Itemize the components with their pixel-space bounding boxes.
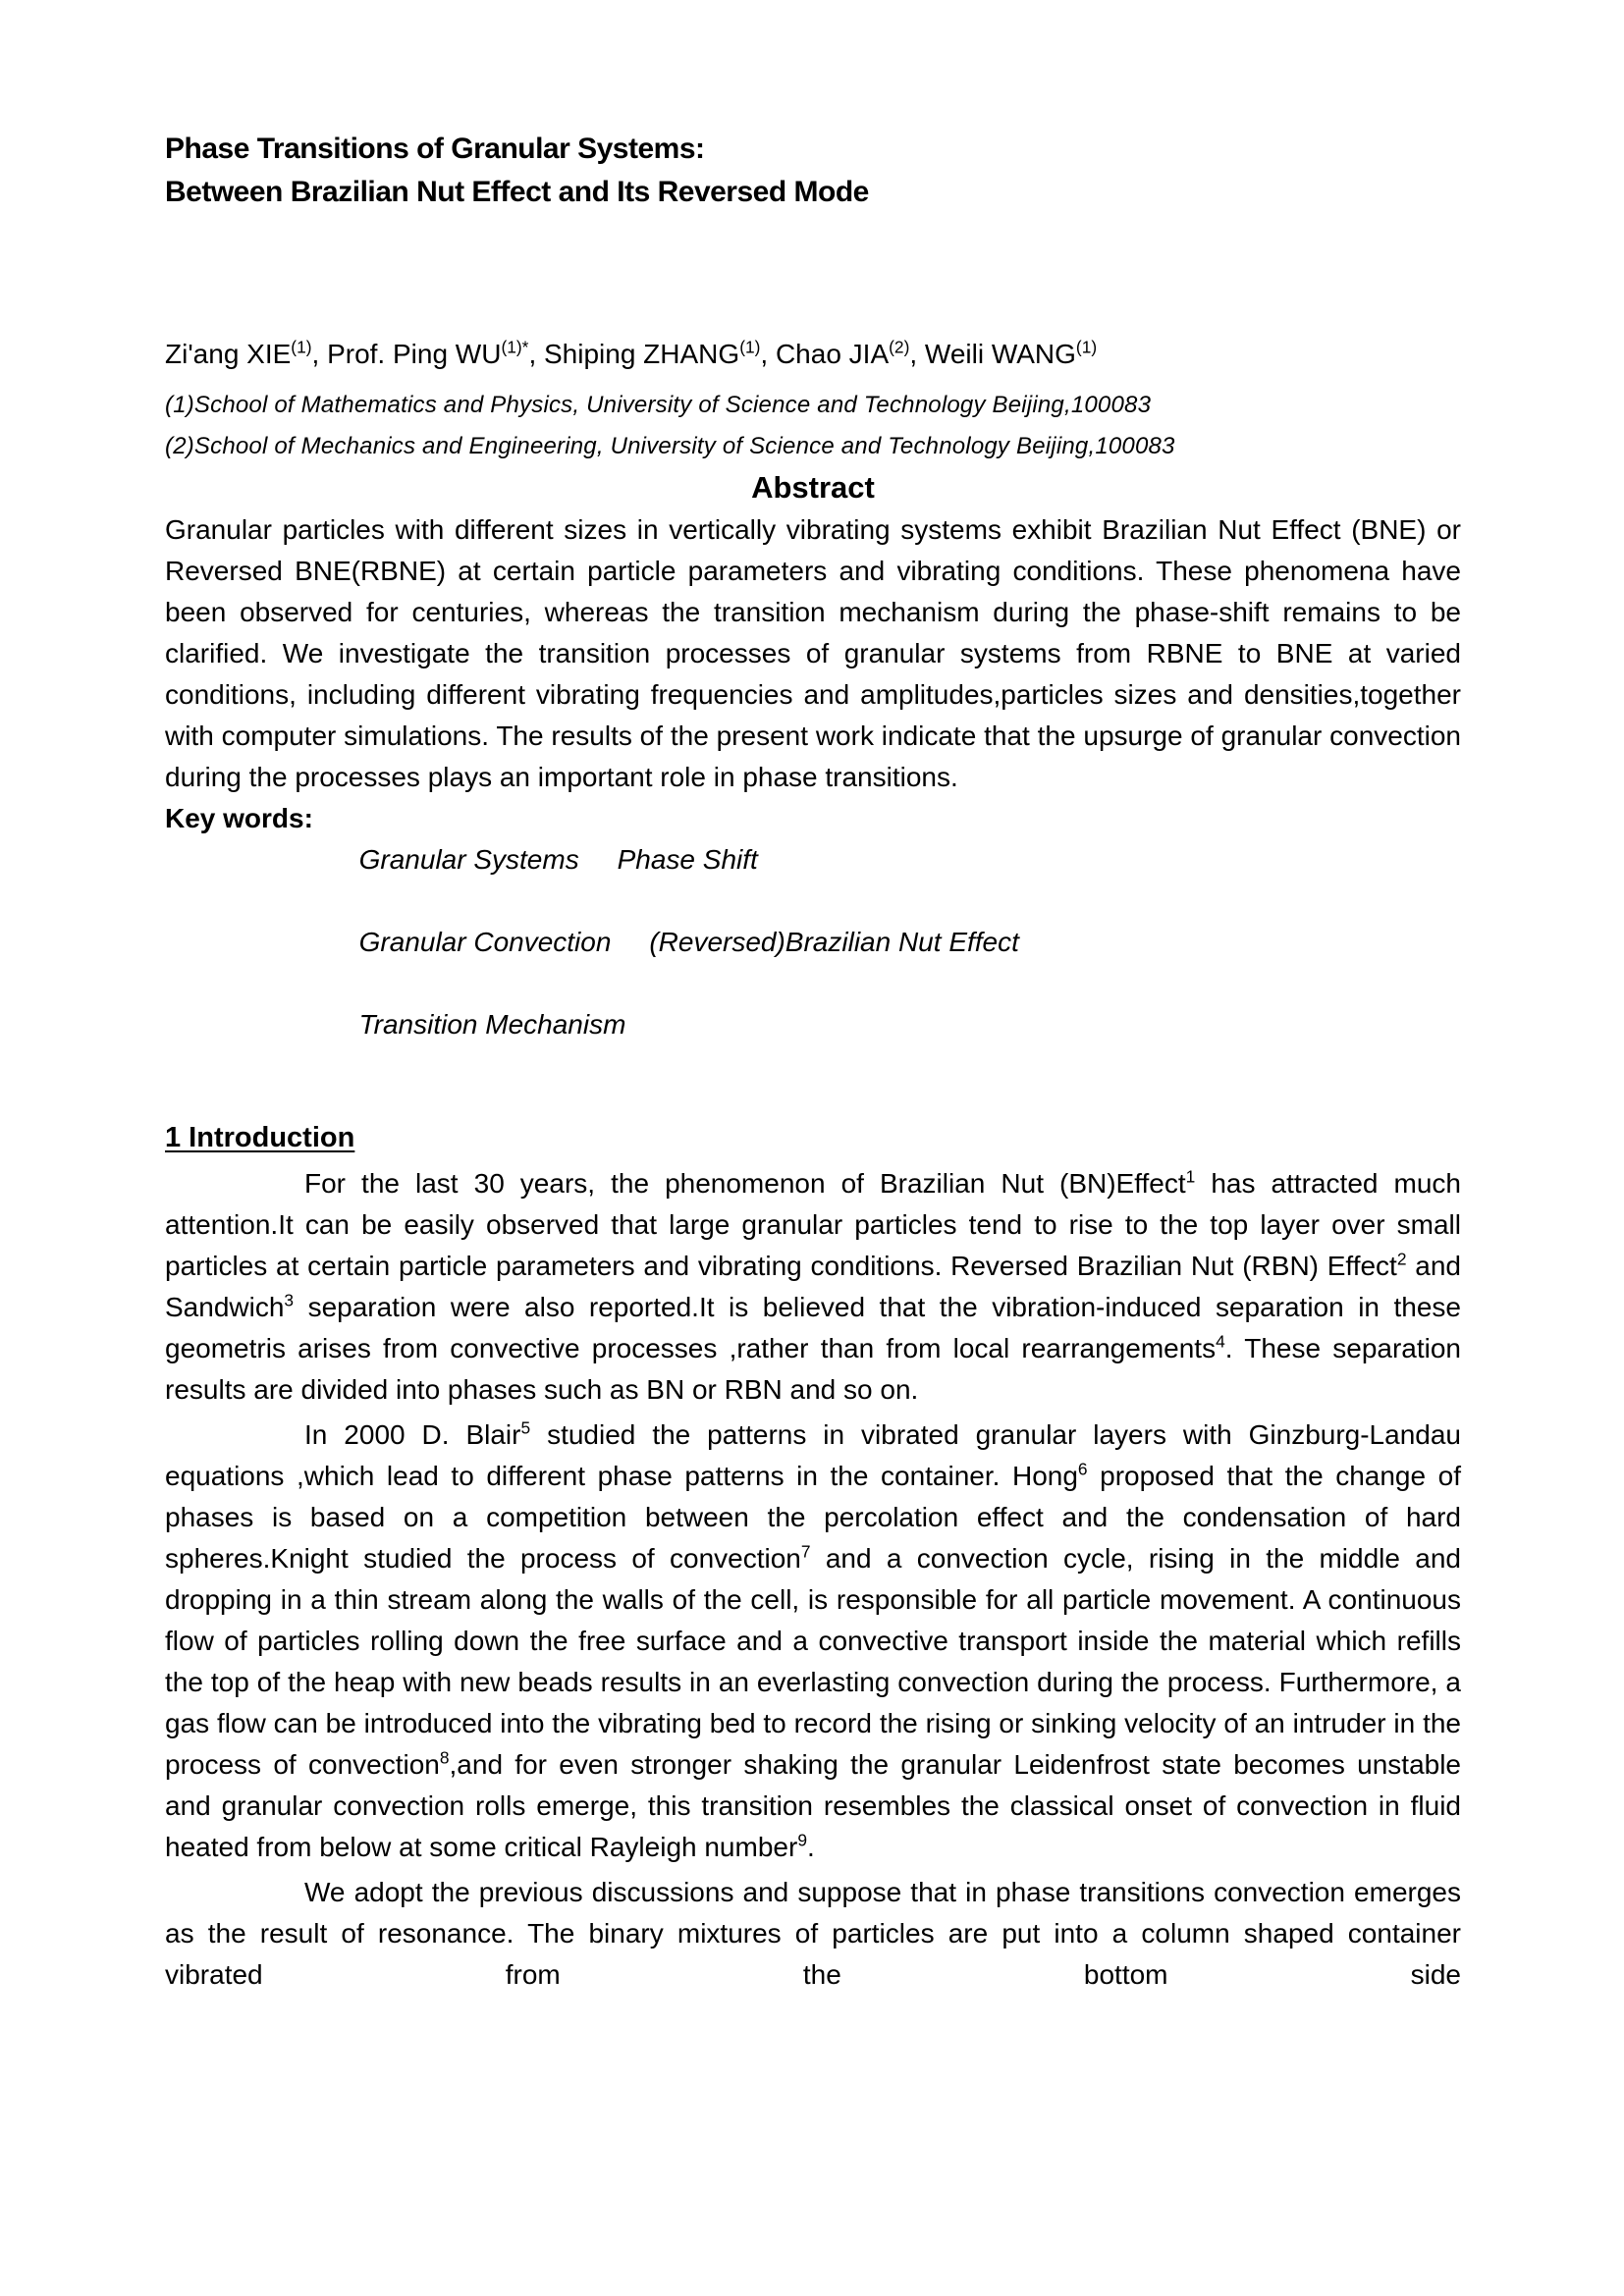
keywords-line-2: Granular Convection (Reversed)Brazilian Nut Effect (358, 927, 1019, 957)
introduction-paragraph-3: We adopt the previous discussions and suppose that in phase transitions convection emerges as the result of resonance. The binary mixtures of particles are put into a column shaped container vibrated from the bottom side (165, 1877, 1461, 1990)
introduction-paragraph-1: For the last 30 years, the phenomenon of Brazilian Nut (BN)Effect$^1$ has attracted much attention.It can be easily observed that large granular particles tend to rise to the top layer over small particles at certain particle parameters and vibrating conditions. Reversed Brazilian Nut (RBN) Effect$^2$ and Sandwich$^3$ separation were also reported.It is believed that the vibration-induced separation in these geometris arises from convective processes ,rather than from local rearrangements$^4$. These separation results are divided into phases such as BN or RBN and so on. (165, 1166, 1462, 1405)
keywords-line-3: Transition Mechanism (358, 1009, 626, 1040)
affiliation-2: (2)School of Mechanics and Engineering, University of Science and Technology Beijing,100083 (165, 433, 1175, 459)
authors-line: Zi'ang XIE$^{(1)}$, Prof. Ping $WU^{(1)*}$, Shiping ZHANG$^{(1)}$, Chao JIA$^{(2)}$, Weili WANG$^{(1)}$ (165, 337, 1098, 369)
abstract-body: Granular particles with different sizes in vertically vibrating systems exhibit Brazilian Nut Effect (BNE) or Reversed BNE(RBNE) at certain particle parameters and vibrating conditions. These phenomena have been observed for centuries, whereas the transition mechanism during the phase-shift remains to be clarified. We investigate the transition processes of granular systems from RBNE to BNE at varied conditions, including different vibrating frequencies and amplitudes,particles sizes and densities,together with computer simulations. The results of the present work indicate that the upsurge of granular convection during the processes plays an important role in phase transitions. (165, 514, 1461, 792)
keywords-line-1: Granular Systems Phase Shift (358, 844, 758, 875)
abstract-heading: Abstract (751, 470, 875, 505)
paper-title (165, 128, 1461, 214)
introduction-paragraph-2: In 2000 D. Blair$^5$ studied the patterns in vibrated granular layers with Ginzburg-Landau equations ,which lead to different phase patterns in the container. Hong$^6$ proposed that the change of phases is based on a competition between the percolation effect and the condensation of hard spheres.Knight studied the process of convection$^7$ and a convection cycle, rising in the middle and dropping in a thin stream along the walls of the cell, is responsible for all particle movement. A continuous flow of particles rolling down the free surface and a convective transport inside the material which refills the top of the heap with new beads results in an everlasting convection during the process. Furthermore, a gas flow can be introduced into the vibrating bed to record the rising or sinking velocity of an intruder in the process of convection$^8$,and for even stronger shaking the granular Leidenfrost state becomes unstable and granular convection rolls emerge, this transition resembles the classical onset of convection in fluid heated from below at some critical Rayleigh number$^9$. (165, 1417, 1462, 1862)
paper-title-line-1: Phase Transitions of Granular Systems: (165, 133, 705, 165)
section-heading-introduction: 1 Introduction (165, 1122, 355, 1153)
keywords-block (165, 798, 1461, 1087)
affiliation-1: (1)School of Mathematics and Physics, University of Science and Technology Beijing,100083 (165, 392, 1152, 418)
paper-title-line-2: Between Brazilian Nut Effect and Its Reversed Mode (165, 176, 869, 208)
keywords-lines (313, 798, 1019, 1087)
keywords-label: Key words: (165, 803, 313, 833)
